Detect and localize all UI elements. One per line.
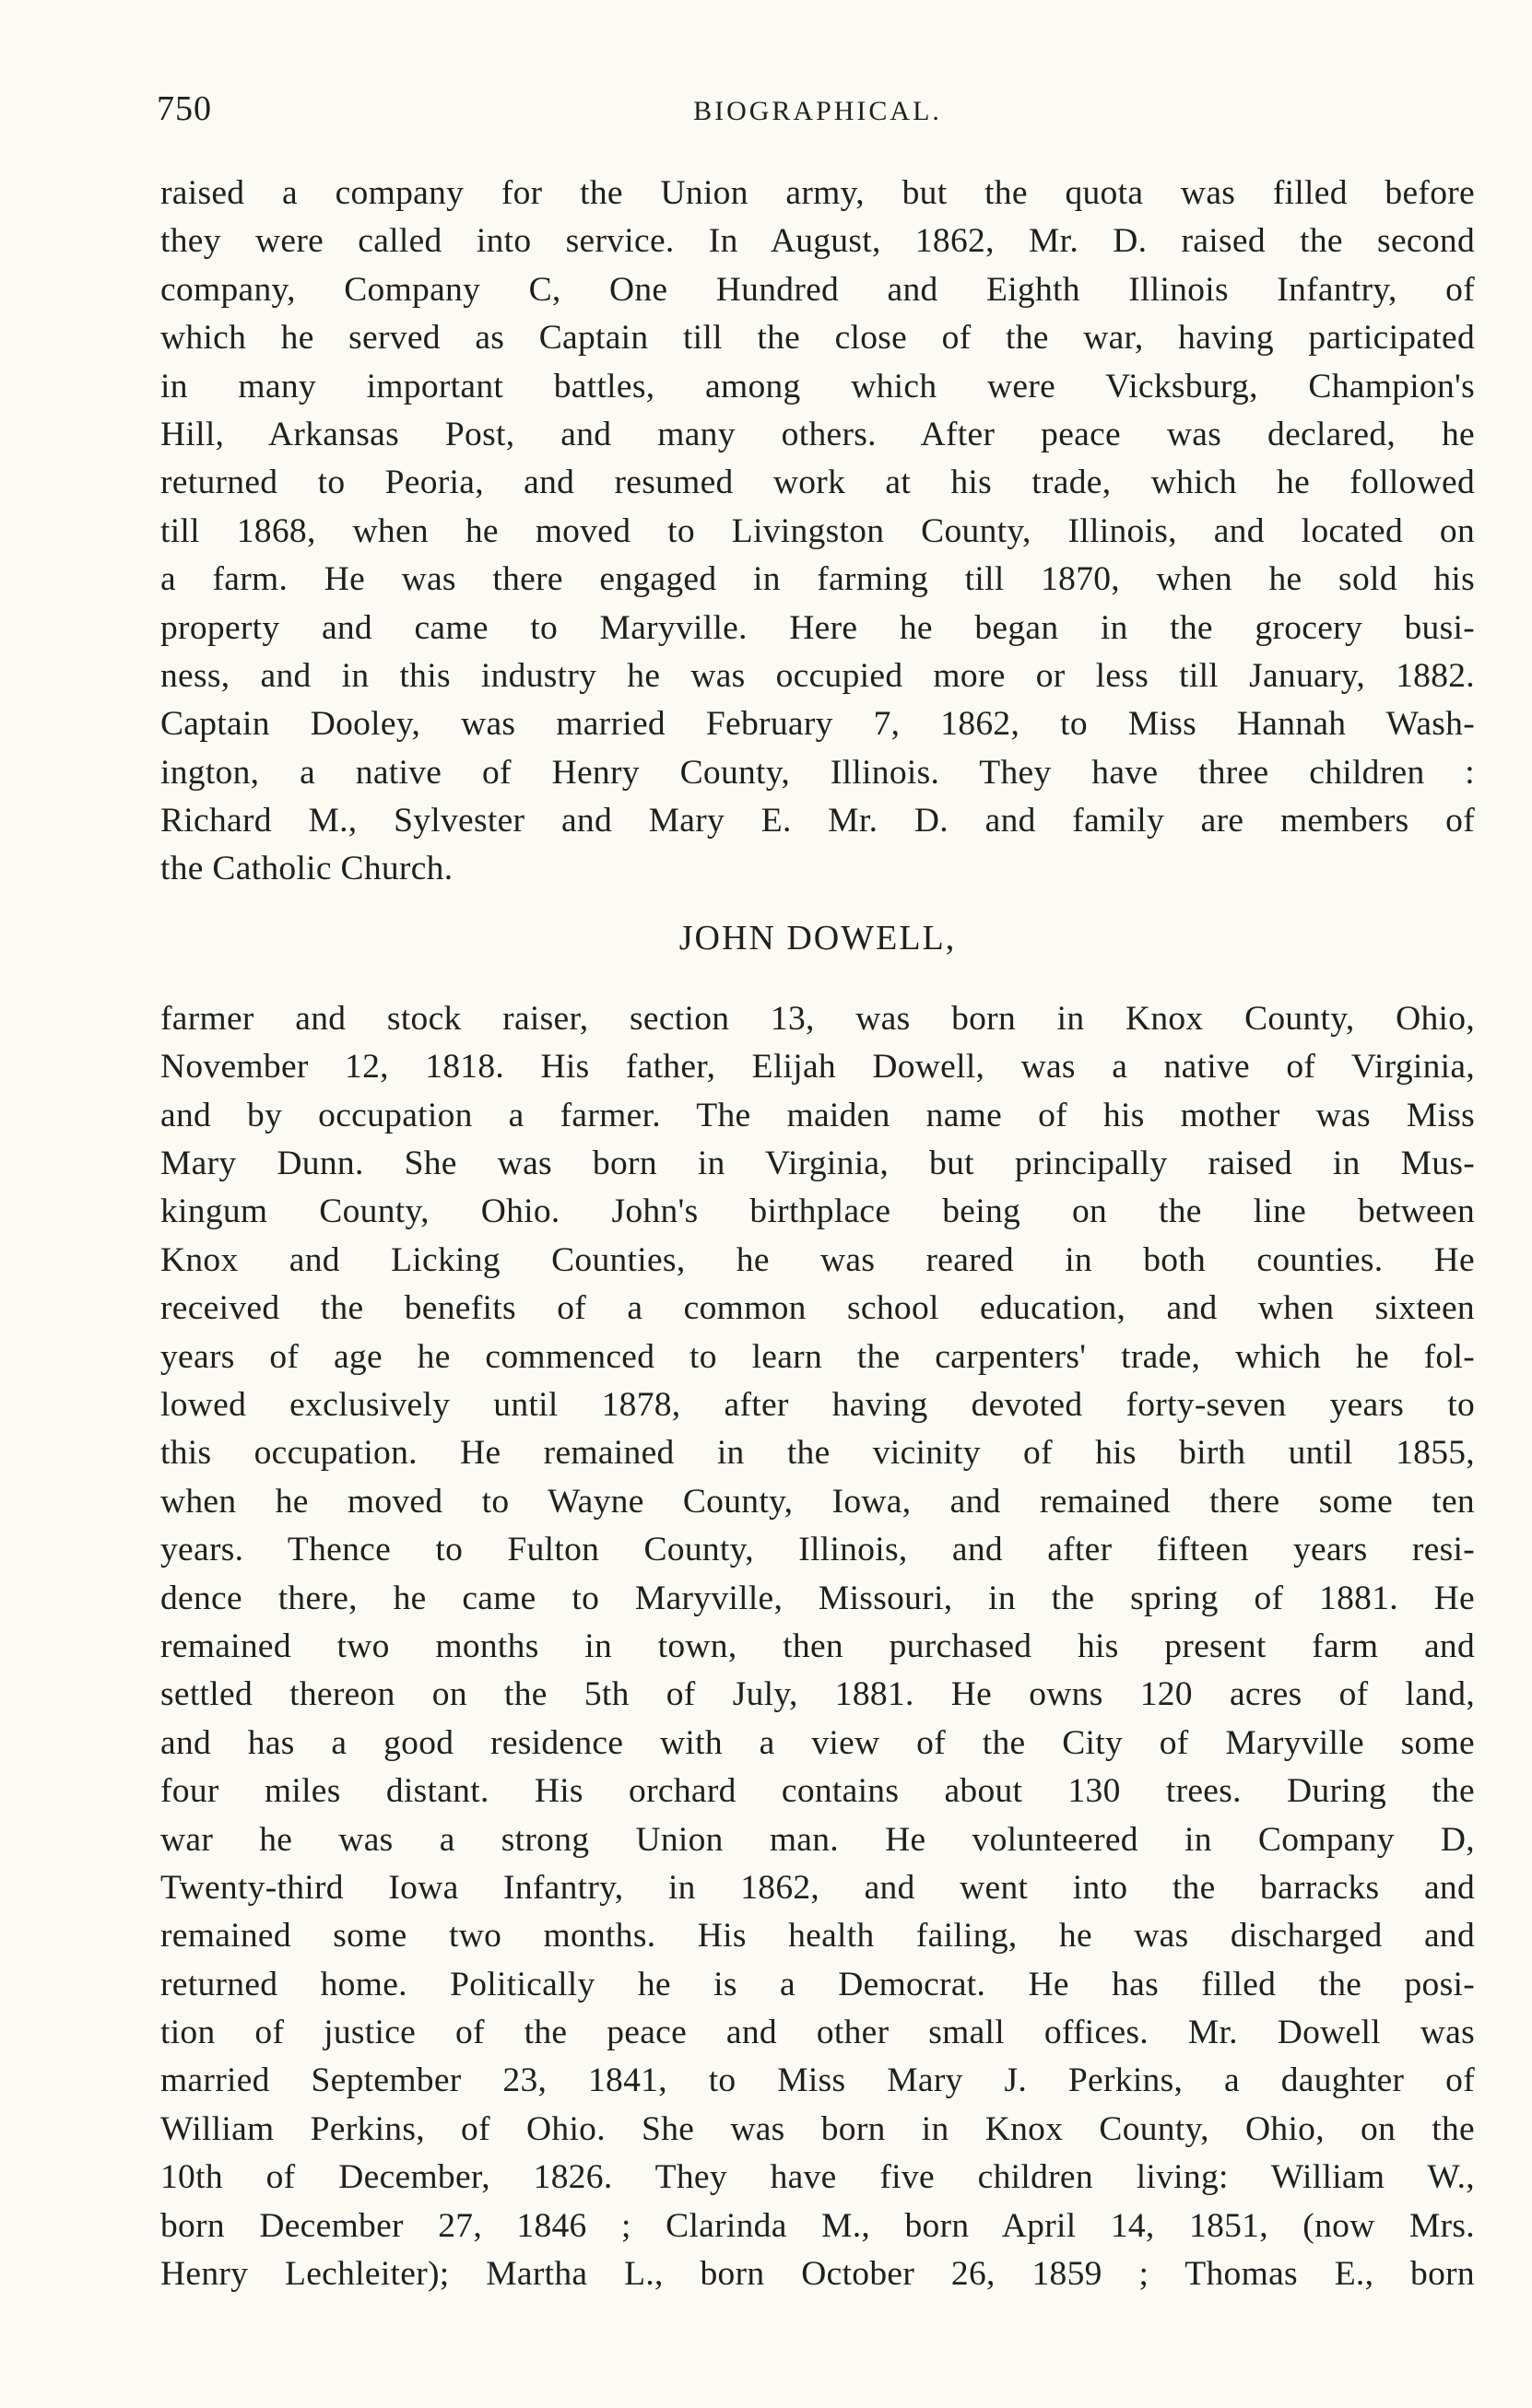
text-line: in many important battles, among which were Vicksburg, Champion's xyxy=(160,367,1475,405)
text-line: married September 23, 1841, to Miss Mary J. Perkins, a daughter of xyxy=(160,2061,1475,2100)
text-line: which he served as Captain till the close of the war, having participated xyxy=(160,319,1475,358)
text-line: Hill, Arkansas Post, and many others. After peace was declared, he xyxy=(160,415,1475,453)
text-line: a farm. He was there engaged in farming till 1870, when he sold his xyxy=(160,560,1475,599)
text-line: and has a good residence with a view of the City of Maryville some xyxy=(160,1723,1475,1762)
text-line: kingum County, Ohio. John's birthplace being on the line between xyxy=(160,1192,1475,1231)
text-line: lowed exclusively until 1878, after having devoted forty-seven years to xyxy=(160,1385,1475,1424)
text-line: farmer and stock raiser, section 13, was born in Knox County, Ohio, xyxy=(160,999,1475,1038)
text-line: tion of justice of the peace and other small offices. Mr. Dowell was xyxy=(160,2014,1475,2052)
running-head: BIOGRAPHICAL. xyxy=(693,96,942,126)
text-line: till 1868, when he moved to Livingston County, Illinois, and located on xyxy=(160,511,1475,550)
text-line: ington, a native of Henry County, Illinois. They have three children : xyxy=(160,753,1475,792)
text-line: war he was a strong Union man. He volunteered in Company D, xyxy=(160,1820,1475,1859)
text-line: they were called into service. In August, 1862, Mr. D. raised the second xyxy=(160,222,1475,261)
text-line: Knox and Licking Counties, he was reared in both counties. He xyxy=(160,1240,1475,1279)
text-line: years. Thence to Fulton County, Illinois, and after fifteen years resi- xyxy=(160,1531,1475,1569)
text-line: William Perkins, of Ohio. She was born in Knox County, Ohio, on the xyxy=(160,2109,1475,2148)
text-line: when he moved to Wayne County, Iowa, and remained there some ten xyxy=(160,1482,1475,1521)
text-line: returned home. Politically he is a Democrat. He has filled the posi- xyxy=(160,1965,1475,2003)
text-line: November 12, 1818. His father, Elijah Dowell, was a native of Virginia, xyxy=(160,1048,1475,1087)
text-line: remained two months in town, then purchased his present farm and xyxy=(160,1627,1475,1665)
text-line: this occupation. He remained in the vicinity of his birth until 1855, xyxy=(160,1434,1475,1473)
text-line: settled thereon on the 5th of July, 1881. He owns 120 acres of land, xyxy=(160,1675,1475,1714)
text-line: remained some two months. His health failing, he was discharged and xyxy=(160,1917,1475,1956)
text-line: Captain Dooley, was married February 7, 1862, to Miss Hannah Wash- xyxy=(160,705,1475,744)
text-line: property and came to Maryville. Here he began in the grocery busi- xyxy=(160,608,1475,647)
text-line: Henry Lechleiter); Martha L., born October 26, 1859 ; Thomas E., born xyxy=(160,2255,1475,2294)
text-line: received the benefits of a common school education, and when sixteen xyxy=(160,1289,1475,1328)
text-line: Twenty-third Iowa Infantry, in 1862, and went into the barracks and xyxy=(160,1868,1475,1907)
text-line: four miles distant. His orchard contains about 130 trees. During the xyxy=(160,1772,1475,1811)
continued-entry xyxy=(160,170,1475,894)
text-line: years of age he commenced to learn the carpenters' trade, which he fol- xyxy=(160,1337,1475,1376)
text-line: company, Company C, One Hundred and Eighth Illinois Infantry, of xyxy=(160,270,1475,309)
text-line: and by occupation a farmer. The maiden name of his mother was Miss xyxy=(160,1096,1475,1134)
text-line: the Catholic Church. xyxy=(160,850,454,888)
text-line: Mary Dunn. She was born in Virginia, but principally raised in Mus- xyxy=(160,1145,1475,1183)
text-line: Richard M., Sylvester and Mary E. Mr. D. and family are members of xyxy=(160,802,1475,840)
text-line: 10th of December, 1826. They have five children living: William W., xyxy=(160,2158,1475,2197)
text-line: returned to Peoria, and resumed work at his trade, which he followed xyxy=(160,464,1475,502)
entry-text xyxy=(160,995,1475,2299)
text-line: ness, and in this industry he was occupied more or less till January, 1882. xyxy=(160,656,1475,695)
page-header xyxy=(157,88,1479,144)
page-number: 750 xyxy=(157,89,212,128)
text-line: dence there, he came to Maryville, Missouri, in the spring of 1881. He xyxy=(160,1579,1475,1617)
text-line: born December 27, 1846 ; Clarinda M., born April 14, 1851, (now Mrs. xyxy=(160,2206,1475,2245)
text-line: raised a company for the Union army, but the quota was filled before xyxy=(160,174,1475,212)
body-text xyxy=(160,170,1475,2298)
entry-heading: JOHN DOWELL, xyxy=(678,918,957,957)
